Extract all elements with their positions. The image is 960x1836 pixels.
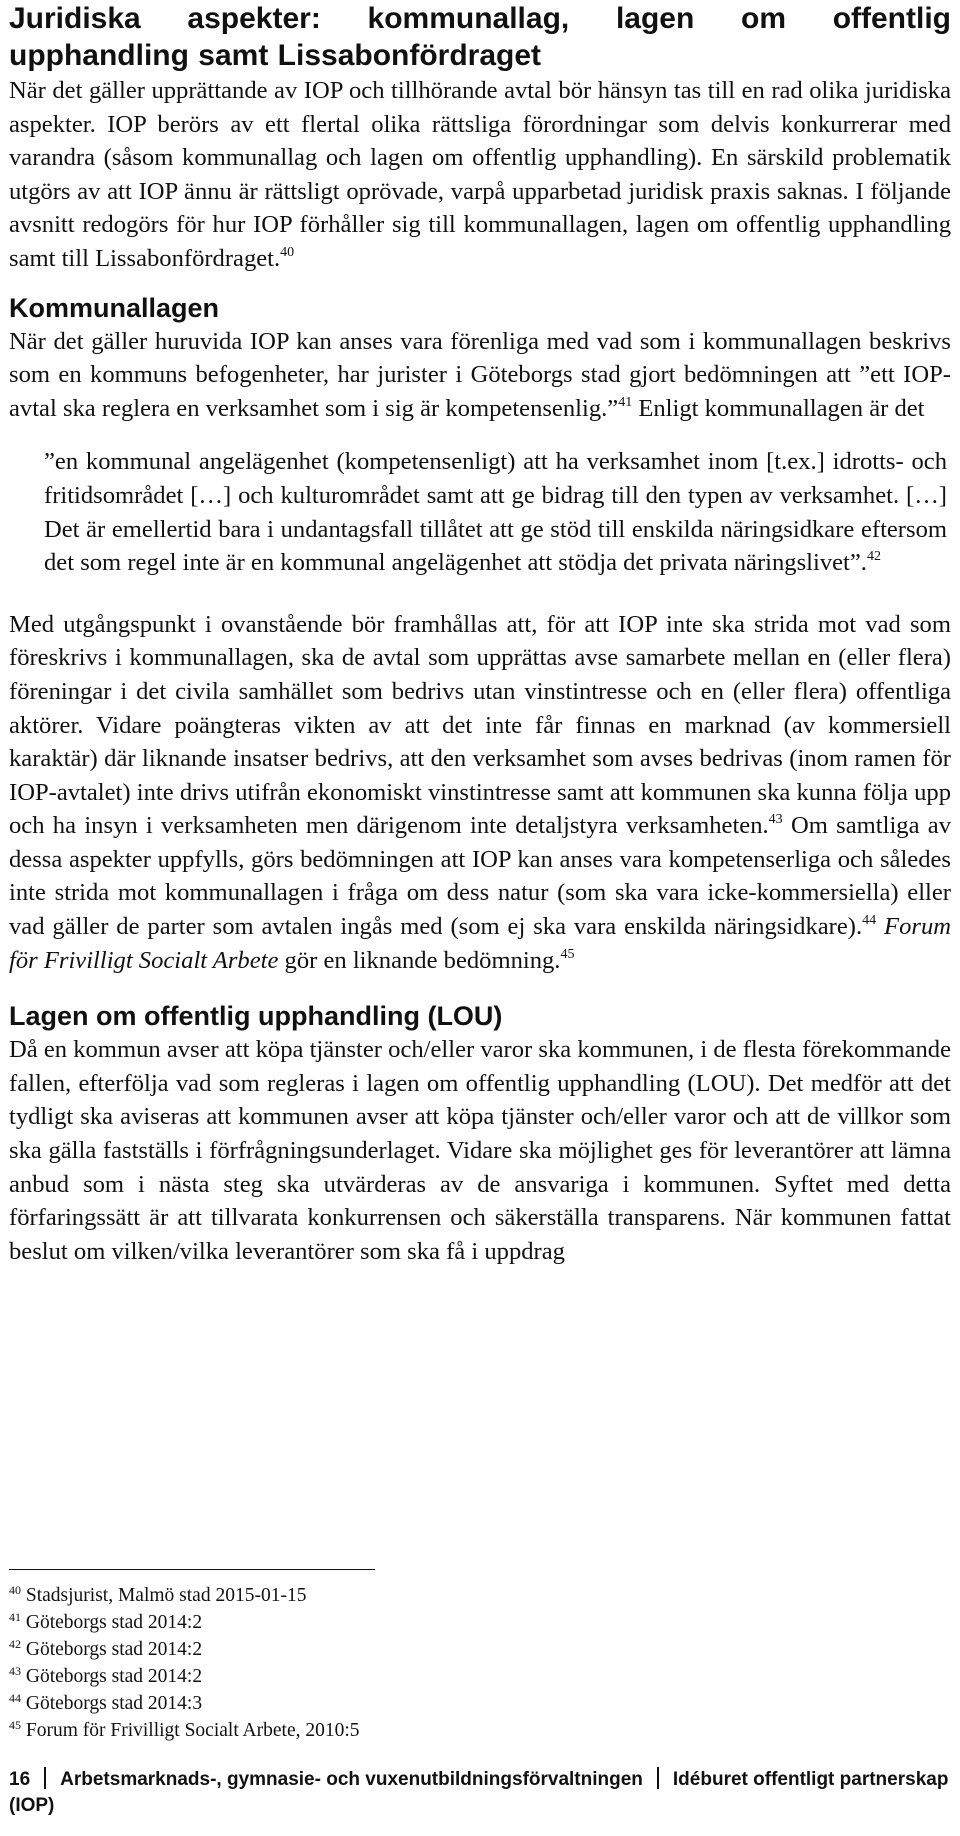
footer-title: Idéburet offentligt partnerskap (IOP): [9, 1769, 949, 1816]
footnote-number: 44: [9, 1691, 21, 1705]
kommunallagen-paragraph-2: [9, 608, 951, 978]
footer-separator: [657, 1767, 659, 1789]
page-footer: [9, 1767, 951, 1819]
footnote-text: Göteborgs stad 2014:2: [25, 1639, 203, 1660]
footnote-number: 41: [9, 1610, 21, 1624]
footnote: [9, 1636, 951, 1663]
intro-text: När det gäller upprättande av IOP och tillhörande avtal bör hänsyn tas till en rad olika juridiska aspekter. IOP berörs av ett flertal olika rättsliga förordningar som delvis konkurrerar med varandra (såsom kommunallag och lagen om offentlig upphandling). En särskild problematik utgörs av att IOP ännu är rättsligt oprövade, varpå upparbetad juridisk praxis saknas. I följande avsnitt redogörs för hur IOP förhåller sig till kommunallagen, lagen om offentlig upphandling samt till Lissabonfördraget.: [9, 77, 951, 272]
footnote-text: Forum för Frivilligt Socialt Arbete, 2010:5: [25, 1720, 360, 1741]
footnote-number: 43: [9, 1664, 21, 1678]
lou-paragraph: Då en kommun avser att köpa tjänster och/eller varor ska kommunen, i de flesta förekommande fallen, efterfölja vad som regleras i lagen om offentlig upphandling (LOU). Det medför att det tydligt ska aviseras att kommunen avser att köpa tjänster och/eller varor och att de villkor som ska gälla fastställs i förfrågningsunderlaget. Vidare ska möjlighet ges för leverantörer att lämna anbud som i nästa steg ska utvärderas av de ansvariga i kommunen. Syftet med detta förfaringssätt är att tillvarata konkurrensen och säkerställa transparens. När kommunen fattat beslut om vilken/vilka leverantörer som ska få i uppdrag: [9, 1036, 951, 1265]
footer-department: Arbetsmarknads-, gymnasie- och vuxenutbildningsförvaltningen: [60, 1769, 643, 1790]
footnote-ref-44: 44: [862, 913, 877, 929]
kommunallagen-p1-text: När det gäller huruvida IOP kan anses vara förenliga med vad som i kommunallagen beskrivs som en kommuns befogenheter, har jurister i Göteborgs stad gjort bedömningen att ”ett IOP-avtal ska reglera en verksamhet som i sig är kompetensenlig.”: [9, 327, 951, 422]
footer-separator: [44, 1767, 46, 1789]
footnote-ref-42: 42: [866, 549, 881, 565]
footnote-ref-43: 43: [768, 812, 783, 828]
section-heading-lou: Lagen om offentlig upphandling (LOU): [9, 1001, 503, 1032]
footnote-ref-40: 40: [280, 244, 295, 260]
footnotes: [9, 1582, 951, 1744]
footnote-number: 42: [9, 1637, 21, 1651]
document-page: [9, 0, 951, 1816]
section-heading-kommunallagen: Kommunallagen: [9, 292, 220, 323]
kommunallagen-p1-text-cont: Enligt kommunallagen är det: [632, 394, 925, 422]
footnote-text: Göteborgs stad 2014:3: [25, 1693, 203, 1714]
footnote: [9, 1717, 951, 1744]
footnote-text: Stadsjurist, Malmö stad 2015-01-15: [25, 1585, 307, 1606]
footnote-divider: [9, 1569, 375, 1570]
footnote-number: 45: [9, 1718, 21, 1732]
footnote-number: 40: [9, 1583, 21, 1597]
footnote-ref-41: 41: [618, 394, 633, 410]
footnote: [9, 1690, 951, 1717]
intro-paragraph: [9, 74, 951, 276]
kommunallagen-paragraph-1: [9, 325, 951, 426]
page-number: 16: [9, 1769, 31, 1790]
kommunallagen-p2-text-end: gör en liknande bedömning.: [278, 946, 561, 974]
footnote: [9, 1582, 951, 1609]
kommunallagen-p2-text: Med utgångspunkt i ovanstående bör framhållas att, för att IOP inte ska strida mot vad som föreskrivs i kommunallagen, ska de avtal som upprättas avse samarbete mellan en (eller flera) föreningar i det civila samhället som bedrivs utan vinstintresse och en (eller flera) offentliga aktörer. Vidare poängteras vikten av att det inte får finnas en marknad (av kommersiell karaktär) där liknande insatser bedrivs, att den verksamhet som avses bedrivas (inom ramen för IOP-avtalet) inte drivs utifrån ekonomiskt vinstintresse samt att kommunen ska kunna följa upp och ha insyn i verksamheten men därigenom inte detaljstyra verksamheten.: [9, 610, 951, 840]
footnote: [9, 1663, 951, 1690]
organisation-name: Forum för Frivilligt Socialt Arbete: [9, 913, 951, 974]
footnote-ref-45: 45: [560, 946, 575, 962]
main-heading: Juridiska aspekter: kommunallag, lagen om offentlig upphandling samt Lissabonfördraget: [9, 2, 951, 72]
kommunallagen-p2-text-cont: Om samtliga av dessa aspekter uppfylls, görs bedömningen att IOP kan anses vara kompetenserliga och således inte strida mot kommunallagen i fråga om dess natur (som ska vara icke-kommersiella) eller vad gäller de parter som avtalen ingås med (som ej ska vara enskilda näringsidkare).: [9, 812, 951, 941]
quote-text: ”en kommunal angelägenhet (kompetensenligt) att ha verksamhet inom [t.ex.] idrotts- och fritidsområdet […] och kulturområdet samt att ge bidrag till den typen av verksamhet. […] Det är emellertid bara i undantagsfall tillåtet att ge stöd till enskilda näringsidkare eftersom det som regel inte är en kommunal angelägenhet att stödja det privata näringslivet”.: [44, 448, 947, 577]
footnote-text: Göteborgs stad 2014:2: [25, 1612, 203, 1633]
footnote: [9, 1609, 951, 1636]
block-quote: [44, 445, 947, 579]
footnote-text: Göteborgs stad 2014:2: [25, 1666, 203, 1687]
